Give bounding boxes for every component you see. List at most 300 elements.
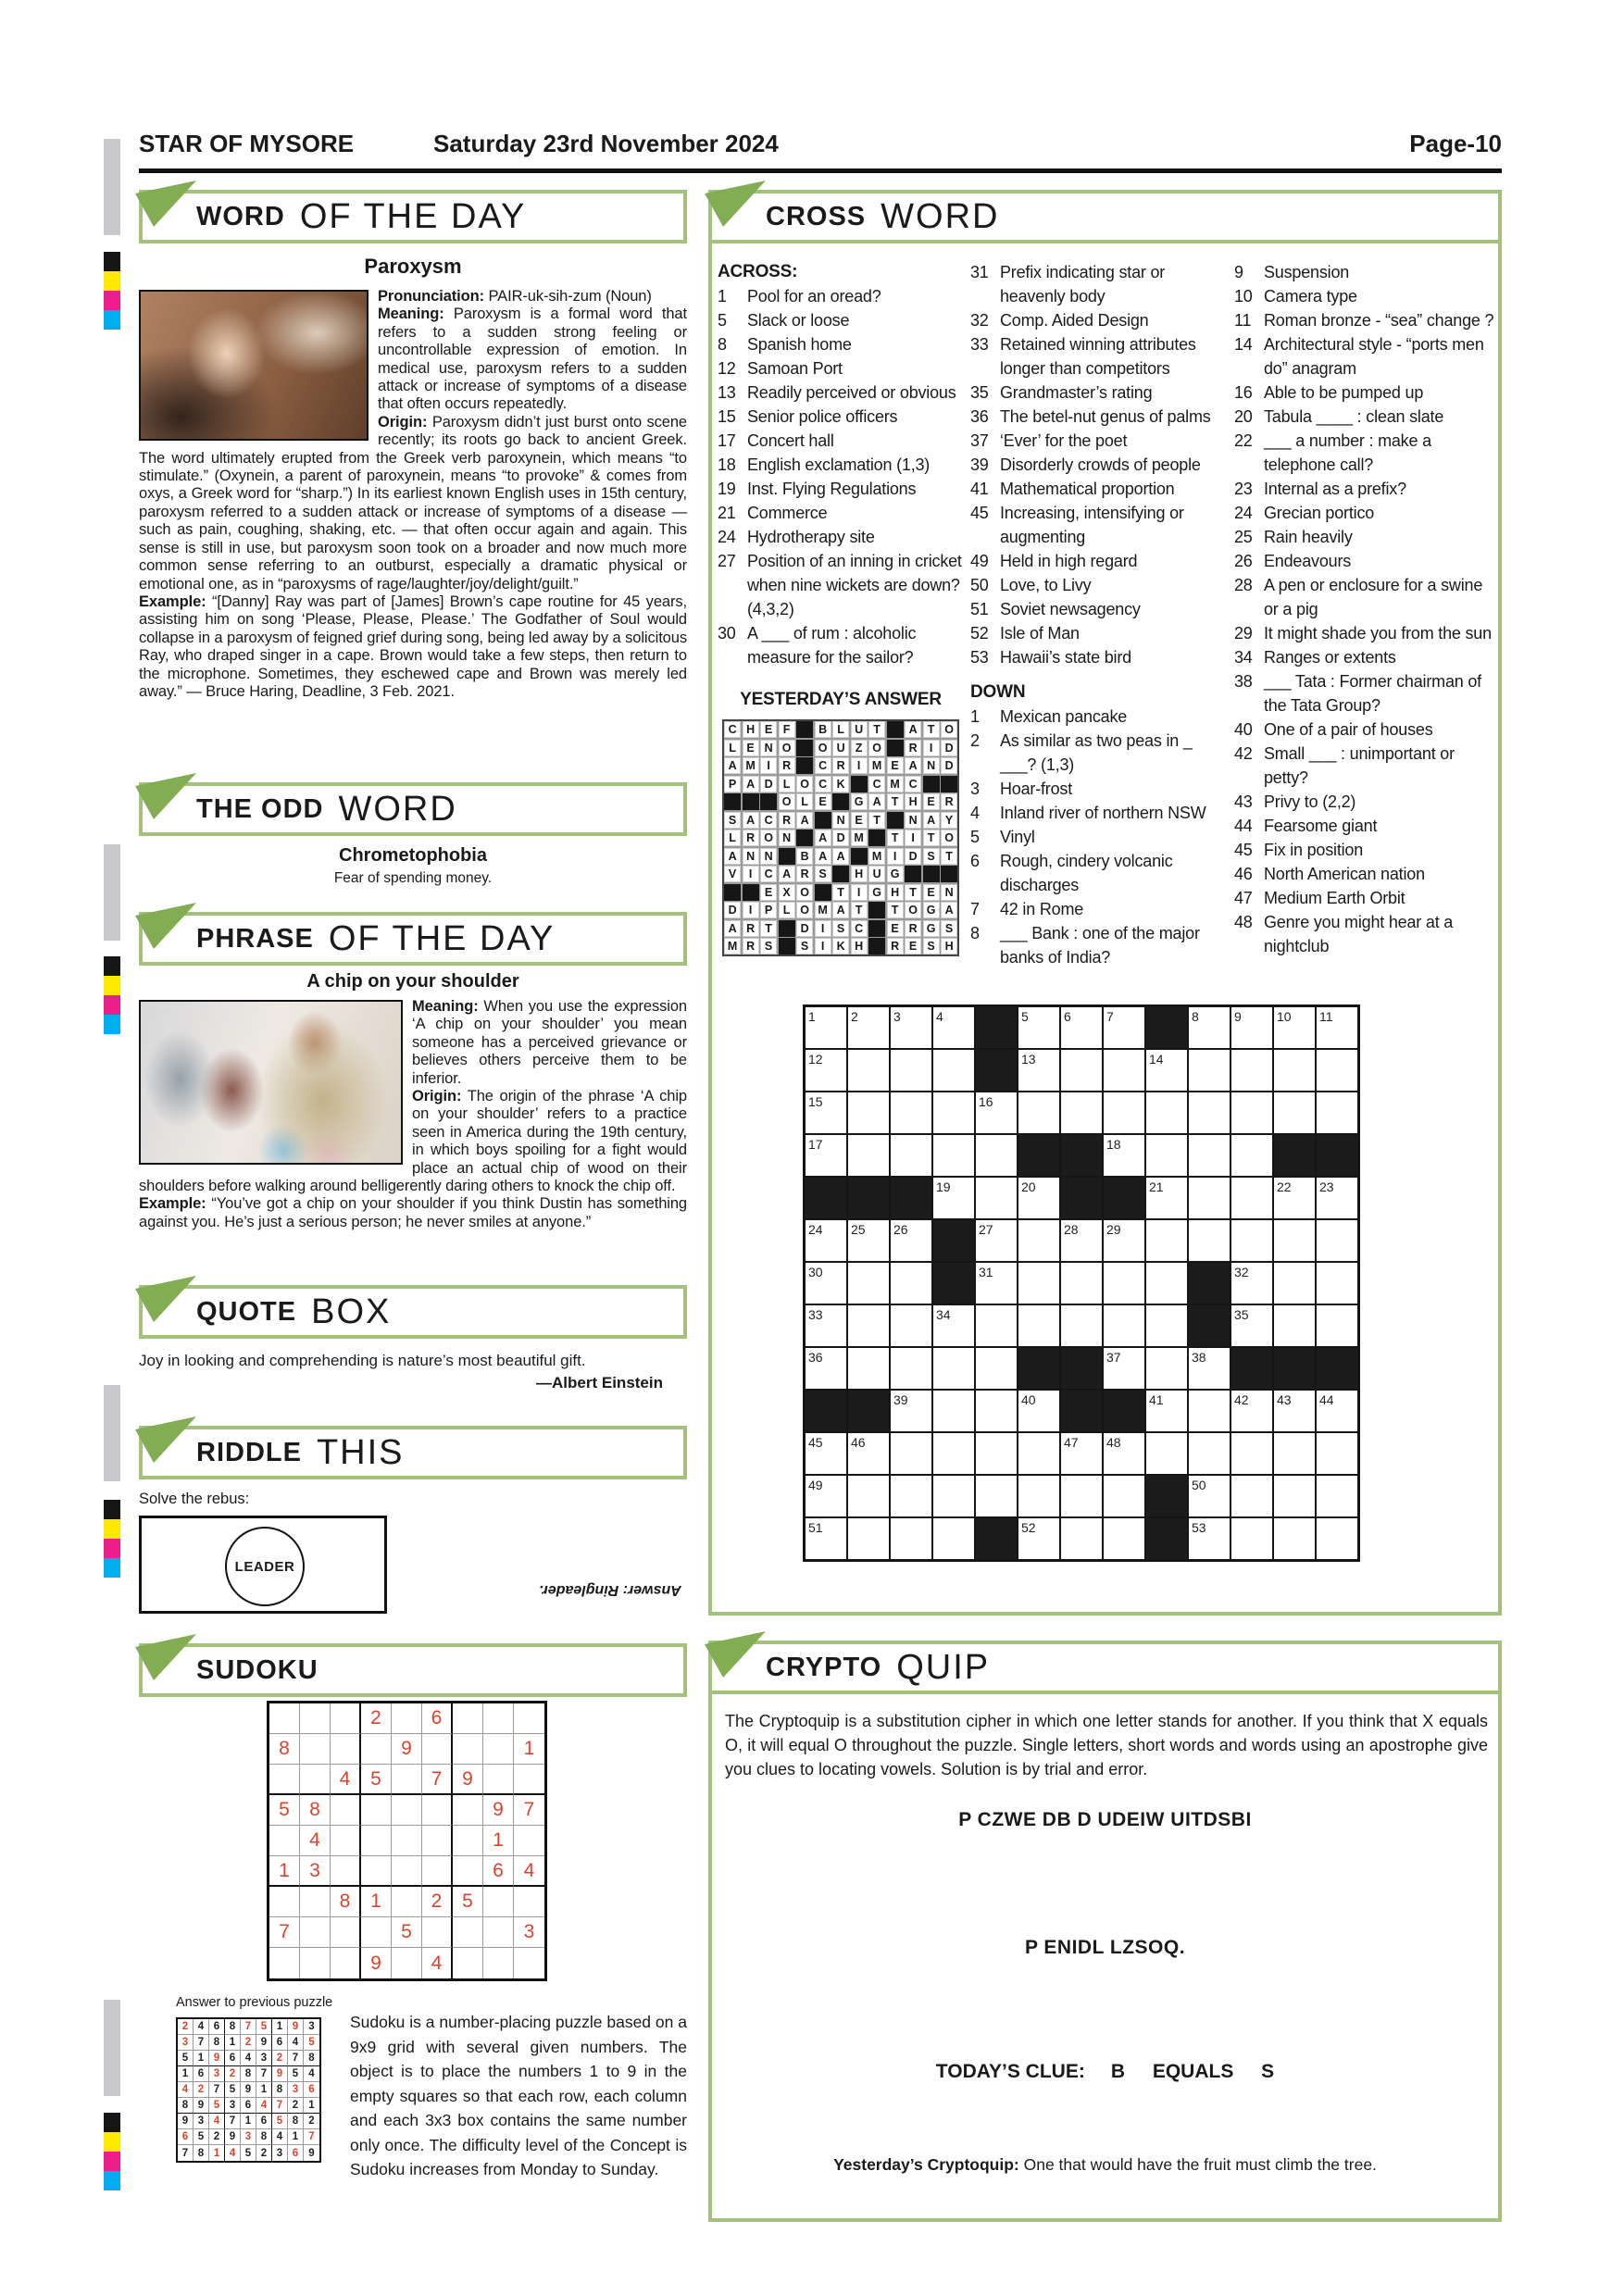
sudoku-cell[interactable]: [269, 1887, 300, 1917]
sudoku-answer-cell: 8: [178, 2098, 194, 2114]
crossword-cell[interactable]: 42: [1231, 1391, 1272, 1431]
crossword-cell[interactable]: 3: [891, 1007, 931, 1048]
crossword-cell[interactable]: [1231, 1220, 1272, 1261]
sudoku-cell[interactable]: [422, 1917, 453, 1948]
crossword-cell[interactable]: [1189, 1135, 1230, 1176]
crossword-cell[interactable]: 9: [1231, 1007, 1272, 1048]
crossword-cell[interactable]: [1146, 1092, 1187, 1133]
crossword-cell[interactable]: 2: [848, 1007, 889, 1048]
sudoku-cell[interactable]: [331, 1826, 361, 1856]
answer-grid-letter: A: [905, 757, 921, 774]
crossword-cell[interactable]: [1061, 1263, 1102, 1304]
sudoku-answer-cell: 5: [225, 2082, 241, 2098]
sudoku-answer-cell: 2: [241, 2035, 256, 2051]
sudoku-cell[interactable]: [483, 1765, 514, 1795]
section-title-bold: WORD: [196, 201, 285, 231]
section-title-bold: CRYPTO: [766, 1652, 882, 1682]
crossword-cell[interactable]: 15: [806, 1092, 846, 1133]
sudoku-cell[interactable]: [361, 1917, 392, 1948]
crossword-cell[interactable]: 4: [933, 1007, 974, 1048]
crossword-cell[interactable]: 12: [806, 1050, 846, 1091]
crossword-cell[interactable]: 1: [806, 1007, 846, 1048]
odd-word-section: [139, 782, 687, 887]
crossword-cell[interactable]: 26: [891, 1220, 931, 1261]
crossword-cell[interactable]: [1317, 1476, 1357, 1516]
sudoku-cell[interactable]: [331, 1734, 361, 1765]
crossword-black-cell: [806, 1391, 846, 1431]
corner-fold-icon: [133, 771, 200, 821]
crossword-cell[interactable]: [1018, 1433, 1059, 1474]
crossword-cell[interactable]: 40: [1018, 1391, 1059, 1431]
crossword-cell[interactable]: [933, 1433, 974, 1474]
crossword-cell[interactable]: 24: [806, 1220, 846, 1261]
crossword-cell[interactable]: [1317, 1518, 1357, 1559]
sudoku-cell[interactable]: [300, 1703, 331, 1734]
crossword-cell[interactable]: 39: [891, 1391, 931, 1431]
crossword-cell[interactable]: [1317, 1305, 1357, 1346]
crossword-cell[interactable]: [891, 1518, 931, 1559]
crossword-cell[interactable]: [1146, 1135, 1187, 1176]
sudoku-cell[interactable]: [300, 1887, 331, 1917]
answer-grid-letter: N: [743, 848, 759, 865]
answer-grid-letter: P: [760, 902, 777, 918]
crossword-cell[interactable]: [1018, 1305, 1059, 1346]
crossword-cell[interactable]: [933, 1050, 974, 1091]
sudoku-answer-cell: 3: [209, 2066, 225, 2082]
answer-grid-letter: U: [832, 740, 849, 756]
print-registration-mark: [104, 1519, 120, 1539]
answer-grid-letter: H: [851, 938, 868, 955]
crossword-cell[interactable]: [1274, 1050, 1315, 1091]
sudoku-cell[interactable]: [483, 1948, 514, 1978]
sudoku-cell[interactable]: [453, 1795, 483, 1826]
sudoku-cell[interactable]: [453, 1917, 483, 1948]
section-title-light: OF THE DAY: [328, 918, 556, 958]
crossword-cell[interactable]: 30: [806, 1263, 846, 1304]
sudoku-cell[interactable]: [300, 1917, 331, 1948]
crossword-cell[interactable]: 37: [1104, 1348, 1144, 1389]
sudoku-cell[interactable]: [422, 1734, 453, 1765]
crossword-cell[interactable]: [1018, 1476, 1059, 1516]
sudoku-answer-cell: 4: [241, 2051, 256, 2066]
crossword-cell[interactable]: [891, 1348, 931, 1389]
across-label: ACROSS:: [718, 262, 798, 281]
crossword-cell[interactable]: [1061, 1305, 1102, 1346]
crossword-cell[interactable]: 14: [1146, 1050, 1187, 1091]
answer-grid-letter: D: [724, 902, 741, 918]
crossword-cell[interactable]: [1317, 1050, 1357, 1091]
crossword-cell[interactable]: 45: [806, 1433, 846, 1474]
sudoku-cell[interactable]: [331, 1917, 361, 1948]
sudoku-answer-cell: 9: [288, 2019, 304, 2035]
print-registration-mark: [104, 2000, 120, 2096]
crossword-cell[interactable]: 47: [1061, 1433, 1102, 1474]
crossword-cell[interactable]: [1146, 1433, 1187, 1474]
crossword-clue: 29 It might shade you from the sun: [1234, 624, 1492, 643]
sudoku-cell[interactable]: [300, 1765, 331, 1795]
example-text: “[Danny] Ray was part of [James] Brown’s cape routine for 45 years, assisting him on song ‘Please, Please, Please.’ The Godfather of Soul would collapse in a paroxysm of feigned grief during song, being led away by a solicitous Ray, who draped singer in a cape. Brown would take a few steps, then return to the microphone. Sometimes, they eschewed cape and Brown was merely led away.” — Bruce Haring, Deadline, 3 Feb. 2021.: [139, 593, 687, 700]
sudoku-answer-cell: 8: [194, 2145, 209, 2161]
yesterday-answer-label: YESTERDAY’S ANSWER: [740, 690, 942, 709]
word-body: [139, 288, 687, 701]
crossword-clue: 34 Ranges or extents: [1234, 648, 1396, 667]
origin-text: The origin of the phrase ‘A chip on your shoulder’ refers to a practice seen in America during the 19th century, in which boys spoiling for a fight would place an actual chip of wood on their shoulders before walking around belligerently daring others to knock the chip off.: [139, 1088, 687, 1195]
sudoku-answer-cell: 3: [241, 2129, 256, 2145]
sudoku-cell[interactable]: [361, 1856, 392, 1887]
sudoku-cell[interactable]: [392, 1856, 422, 1887]
sudoku-cell[interactable]: [422, 1856, 453, 1887]
crossword-clue: 36 The betel-nut genus of palms: [970, 407, 1211, 426]
crossword-cell[interactable]: [891, 1305, 931, 1346]
crossword-black-cell: [806, 1178, 846, 1218]
crossword-cell[interactable]: [891, 1476, 931, 1516]
sudoku-cell[interactable]: [331, 1795, 361, 1826]
crossword-cell[interactable]: [1018, 1092, 1059, 1133]
answer-grid-letter: K: [832, 938, 849, 955]
crossword-cell[interactable]: [891, 1135, 931, 1176]
crossword-cell[interactable]: 18: [1104, 1135, 1144, 1176]
crossword-cell[interactable]: 44: [1317, 1391, 1357, 1431]
crossword-cell[interactable]: [848, 1135, 889, 1176]
sudoku-cell[interactable]: [361, 1734, 392, 1765]
page-number: Page-10: [1409, 130, 1502, 157]
crossword-cell[interactable]: [1104, 1263, 1144, 1304]
corner-fold-icon: [133, 1274, 200, 1324]
crossword-clue: 12 Samoan Port: [718, 359, 843, 378]
sudoku-cell[interactable]: [392, 1703, 422, 1734]
crossword-cell[interactable]: [1274, 1263, 1315, 1304]
answer-grid-letter: A: [779, 866, 795, 882]
crossword-cell[interactable]: [1231, 1050, 1272, 1091]
crossword-cell[interactable]: [933, 1092, 974, 1133]
crossword-cell[interactable]: [1061, 1092, 1102, 1133]
crossword-cell[interactable]: [976, 1135, 1017, 1176]
crossword-cell[interactable]: [1018, 1263, 1059, 1304]
crossword-clue: 52 Isle of Man: [970, 624, 1080, 643]
crossword-cell[interactable]: 11: [1317, 1007, 1357, 1048]
crossword-cell[interactable]: 31: [976, 1263, 1017, 1304]
crossword-cell[interactable]: [933, 1135, 974, 1176]
sudoku-cell: 1: [269, 1856, 300, 1887]
sudoku-cell[interactable]: [331, 1948, 361, 1978]
crossword-cell[interactable]: [891, 1433, 931, 1474]
crossword-clue: 30 A ___ of rum : alcoholic measure for the sailor?: [718, 624, 917, 667]
crossword-cell[interactable]: 53: [1189, 1518, 1230, 1559]
sudoku-cell: 9: [483, 1795, 514, 1826]
crossword-cell[interactable]: [891, 1050, 931, 1091]
down-clues-2: [1234, 260, 1500, 958]
crossword-cell[interactable]: 7: [1104, 1007, 1144, 1048]
crossword-cell[interactable]: [848, 1263, 889, 1304]
crossword-cell[interactable]: 34: [933, 1305, 974, 1346]
sudoku-answer-cell: 8: [288, 2114, 304, 2129]
sudoku-cell[interactable]: [514, 1887, 544, 1917]
crossword-cell[interactable]: 19: [933, 1178, 974, 1218]
crossword-black-cell: [1274, 1348, 1315, 1389]
crossword-clue: 44 Fearsome giant: [1234, 817, 1378, 835]
answer-grid-letter: S: [815, 866, 831, 882]
crossword-cell[interactable]: [1146, 1348, 1187, 1389]
crossword-cell[interactable]: [1146, 1305, 1187, 1346]
crossword-clue: 17 Concert hall: [718, 431, 834, 450]
crossword-cell[interactable]: 27: [976, 1220, 1017, 1261]
sudoku-cell[interactable]: [483, 1734, 514, 1765]
answer-grid-letter: S: [923, 848, 940, 865]
crossword-cell[interactable]: [1189, 1391, 1230, 1431]
sudoku-cell: 5: [392, 1917, 422, 1948]
crossword-cell[interactable]: [848, 1050, 889, 1091]
answer-grid-letter: A: [743, 776, 759, 792]
answer-grid-letter: L: [796, 793, 813, 810]
sudoku-cell[interactable]: [514, 1826, 544, 1856]
crossword-cell[interactable]: [848, 1348, 889, 1389]
sudoku-cell[interactable]: [453, 1734, 483, 1765]
crossword-cell[interactable]: 35: [1231, 1305, 1272, 1346]
sudoku-cell[interactable]: [514, 1703, 544, 1734]
crossword-cell[interactable]: 46: [848, 1433, 889, 1474]
crossword-cell[interactable]: 21: [1146, 1178, 1187, 1218]
crossword-cell[interactable]: 16: [976, 1092, 1017, 1133]
crossword-cell[interactable]: [891, 1263, 931, 1304]
crossword-cell[interactable]: 13: [1018, 1050, 1059, 1091]
sudoku-answer-cell: 9: [241, 2082, 256, 2098]
sudoku-answer-cell: 8: [241, 2066, 256, 2082]
crossword-cell[interactable]: 20: [1018, 1178, 1059, 1218]
crossword-cell[interactable]: [1317, 1220, 1357, 1261]
crossword-cell[interactable]: 17: [806, 1135, 846, 1176]
crossword-black-cell: [848, 1391, 889, 1431]
crossword-cell[interactable]: [976, 1348, 1017, 1389]
crossword-black-cell: [1061, 1135, 1102, 1176]
sudoku-cell[interactable]: [453, 1826, 483, 1856]
corner-fold-icon: [133, 1632, 200, 1682]
phrase-title: A chip on your shoulder: [306, 971, 519, 992]
print-registration-mark: [104, 291, 120, 310]
crossword-cell[interactable]: 32: [1231, 1263, 1272, 1304]
pronunciation-label: Pronunciation:: [378, 288, 485, 305]
rebus-box: [139, 1516, 387, 1614]
crossword-cell[interactable]: 50: [1189, 1476, 1230, 1516]
sudoku-cell[interactable]: [269, 1765, 300, 1795]
crossword-cell[interactable]: [933, 1476, 974, 1516]
sudoku-cell[interactable]: [269, 1826, 300, 1856]
sudoku-cell[interactable]: [269, 1948, 300, 1978]
crossword-cell[interactable]: [1189, 1050, 1230, 1091]
page-date: Saturday 23rd November 2024: [433, 130, 779, 157]
crossword-cell[interactable]: 10: [1274, 1007, 1315, 1048]
crossword-cell[interactable]: [1231, 1092, 1272, 1133]
crossword-black-cell: [1146, 1518, 1187, 1559]
crossword-cell[interactable]: [1231, 1178, 1272, 1218]
crossword-cell[interactable]: 51: [806, 1518, 846, 1559]
crossword-cell[interactable]: [1104, 1476, 1144, 1516]
sudoku-cell[interactable]: [392, 1948, 422, 1978]
crossword-cell[interactable]: [848, 1476, 889, 1516]
sudoku-cell[interactable]: [300, 1734, 331, 1765]
crossword-cell[interactable]: [1061, 1518, 1102, 1559]
crossword-cell[interactable]: 5: [1018, 1007, 1059, 1048]
crossword-cell[interactable]: [1061, 1476, 1102, 1516]
crossword-cell[interactable]: [1104, 1050, 1144, 1091]
sudoku-answer-cell: 2: [194, 2082, 209, 2098]
sudoku-answer-cell: 8: [304, 2051, 319, 2066]
sudoku-cell[interactable]: [331, 1703, 361, 1734]
crossword-cell[interactable]: 23: [1317, 1178, 1357, 1218]
crossword-cell[interactable]: [1146, 1220, 1187, 1261]
crossword-cell[interactable]: [891, 1092, 931, 1133]
answer-grid-black-cell: [796, 721, 813, 738]
crossword-cell[interactable]: [933, 1391, 974, 1431]
crossword-cell[interactable]: [1061, 1050, 1102, 1091]
crossword-cell[interactable]: [1189, 1220, 1230, 1261]
crossword-cell[interactable]: [1274, 1433, 1315, 1474]
sudoku-cell[interactable]: [483, 1917, 514, 1948]
crossword-clue: 26 Endeavours: [1234, 552, 1352, 570]
crossword-cell[interactable]: [1274, 1092, 1315, 1133]
answer-grid-letter: M: [724, 938, 741, 955]
answer-grid-letter: A: [923, 812, 940, 829]
section-title-bold: THE ODD: [196, 793, 324, 824]
sudoku-answer-cell: 7: [225, 2114, 241, 2129]
crossword-cell[interactable]: [933, 1348, 974, 1389]
sudoku-answer-cell: 2: [225, 2066, 241, 2082]
sudoku-answer-cell: 1: [256, 2082, 272, 2098]
crossword-cell[interactable]: [1189, 1433, 1230, 1474]
crossword-cell[interactable]: [933, 1518, 974, 1559]
crossword-cell[interactable]: [1018, 1220, 1059, 1261]
sudoku-cell[interactable]: [453, 1948, 483, 1978]
crossword-cell[interactable]: [1274, 1518, 1315, 1559]
sudoku-cell[interactable]: [483, 1887, 514, 1917]
sudoku-cell[interactable]: [453, 1703, 483, 1734]
crossword-cell[interactable]: 8: [1189, 1007, 1230, 1048]
crossword-cell[interactable]: [1189, 1178, 1230, 1218]
crossword-cell[interactable]: [976, 1391, 1017, 1431]
crossword-cell[interactable]: 29: [1104, 1220, 1144, 1261]
sudoku-cell[interactable]: [453, 1856, 483, 1887]
sudoku-cell[interactable]: [392, 1795, 422, 1826]
section-title-light: WORD: [881, 196, 1000, 236]
sudoku-cell[interactable]: [300, 1948, 331, 1978]
sudoku-cell[interactable]: [392, 1765, 422, 1795]
quote-author: —Albert Einstein: [536, 1374, 663, 1391]
sudoku-cell[interactable]: [483, 1703, 514, 1734]
crossword-cell[interactable]: 41: [1146, 1391, 1187, 1431]
sudoku-answer-cell: 6: [288, 2145, 304, 2161]
answer-grid-letter: R: [779, 812, 795, 829]
print-registration-mark: [104, 1015, 120, 1034]
crossword-cell[interactable]: 25: [848, 1220, 889, 1261]
page-header: [139, 130, 1502, 163]
sudoku-cell[interactable]: [331, 1856, 361, 1887]
answer-grid-letter: T: [887, 793, 904, 810]
sudoku-cell[interactable]: [269, 1703, 300, 1734]
crossword-cell[interactable]: 33: [806, 1305, 846, 1346]
sudoku-answer-cell: 1: [225, 2035, 241, 2051]
crossword-cell[interactable]: 36: [806, 1348, 846, 1389]
crossword-black-cell: [1104, 1178, 1144, 1218]
print-registration-mark: [104, 310, 120, 330]
crossword-cell[interactable]: 48: [1104, 1433, 1144, 1474]
phrase-body: [139, 998, 687, 1231]
crossword-cell[interactable]: [848, 1518, 889, 1559]
answer-grid-letter: S: [832, 920, 849, 937]
crossword-cell[interactable]: [976, 1433, 1017, 1474]
answer-grid-letter: T: [887, 830, 904, 846]
crossword-cell[interactable]: [848, 1305, 889, 1346]
crossword-cell[interactable]: [1274, 1476, 1315, 1516]
crossword-cell[interactable]: [1104, 1518, 1144, 1559]
crossword-clue: 22 ___ a number : make a telephone call?: [1234, 431, 1431, 474]
crossword-cell[interactable]: [848, 1092, 889, 1133]
crossword-cell[interactable]: 52: [1018, 1518, 1059, 1559]
crossword-cell[interactable]: [1231, 1433, 1272, 1474]
sudoku-cell[interactable]: [422, 1795, 453, 1826]
rebus-circle: LEADER: [225, 1527, 305, 1606]
sudoku-cell: 7: [269, 1917, 300, 1948]
crossword-cell[interactable]: [1189, 1092, 1230, 1133]
sudoku-answer-cell: 8: [256, 2129, 272, 2145]
crossword-cell[interactable]: [1317, 1092, 1357, 1133]
answer-grid-letter: E: [923, 884, 940, 901]
crossword-clue: 16 Able to be pumped up: [1234, 383, 1424, 402]
sudoku-answer-cell: 3: [178, 2035, 194, 2051]
sudoku-cell: 3: [300, 1856, 331, 1887]
sudoku-answer-cell: 9: [272, 2066, 288, 2082]
crossword-cell[interactable]: [976, 1178, 1017, 1218]
sudoku-answer-cell: 1: [272, 2019, 288, 2035]
crossword-cell[interactable]: 43: [1274, 1391, 1315, 1431]
crossword-cell[interactable]: [1231, 1135, 1272, 1176]
crossword-cell[interactable]: [1104, 1305, 1144, 1346]
crossword-cell[interactable]: [1231, 1518, 1272, 1559]
crossword-cell[interactable]: [976, 1476, 1017, 1516]
print-registration-mark: [104, 1558, 120, 1578]
print-registration-mark: [104, 956, 120, 976]
crossword-cell[interactable]: [976, 1305, 1017, 1346]
sudoku-cell[interactable]: [392, 1887, 422, 1917]
sudoku-answer-cell: 9: [308, 2147, 315, 2159]
word-of-day-header: [139, 190, 687, 243]
crossword-cell[interactable]: [1274, 1220, 1315, 1261]
sudoku-answer-cell: 5: [288, 2066, 304, 2082]
crossword-cell[interactable]: 38: [1189, 1348, 1230, 1389]
sudoku-cell[interactable]: [392, 1826, 422, 1856]
crossword-cell[interactable]: [1231, 1476, 1272, 1516]
origin-text: Paroxysm didn’t just burst onto scene recently; its roots go back to ancient Greek. The word ultimately erupted from the Greek verb paroxynein, which means “to stimulate.” (Oxynein, a parent of paroxynein, means “to provoke” & comes from oxys, a Greek word for “sharp.”) In its earliest known English uses in 15th century, paroxysm referred to a sudden attack or increase of symptoms of a disease — such as pain, coughing, shaking, etc. — that often occur again and again. This sense is still in use, but paroxysm soon took on a broader and now much more common sense referring to an outburst, especially a dramatic physical or emotional one, as in “paroxysms of rage/laughter/joy/delight/guilt.”: [139, 413, 687, 593]
crossword-cell[interactable]: [1317, 1263, 1357, 1304]
crossword-cell[interactable]: 6: [1061, 1007, 1102, 1048]
crossword-cell[interactable]: [1146, 1263, 1187, 1304]
crossword-cell[interactable]: [1104, 1092, 1144, 1133]
sudoku-cell[interactable]: [361, 1795, 392, 1826]
crossword-cell[interactable]: 22: [1274, 1178, 1315, 1218]
crossword-cell[interactable]: 28: [1061, 1220, 1102, 1261]
answer-grid-black-cell: [887, 721, 904, 738]
sudoku-cell[interactable]: [361, 1826, 392, 1856]
sudoku-answer-cell: 7: [194, 2035, 209, 2051]
crossword-cell[interactable]: [1317, 1433, 1357, 1474]
crossword-cell[interactable]: [1274, 1305, 1315, 1346]
corner-fold-icon: [703, 179, 769, 229]
sudoku-answer-cell: 2: [304, 2114, 319, 2129]
sudoku-cell[interactable]: [514, 1948, 544, 1978]
crossword-cell[interactable]: 49: [806, 1476, 846, 1516]
sudoku-cell[interactable]: [514, 1765, 544, 1795]
sudoku-cell[interactable]: [422, 1826, 453, 1856]
sudoku-cell: 8: [331, 1887, 361, 1917]
crossword-black-cell: [1018, 1135, 1059, 1176]
